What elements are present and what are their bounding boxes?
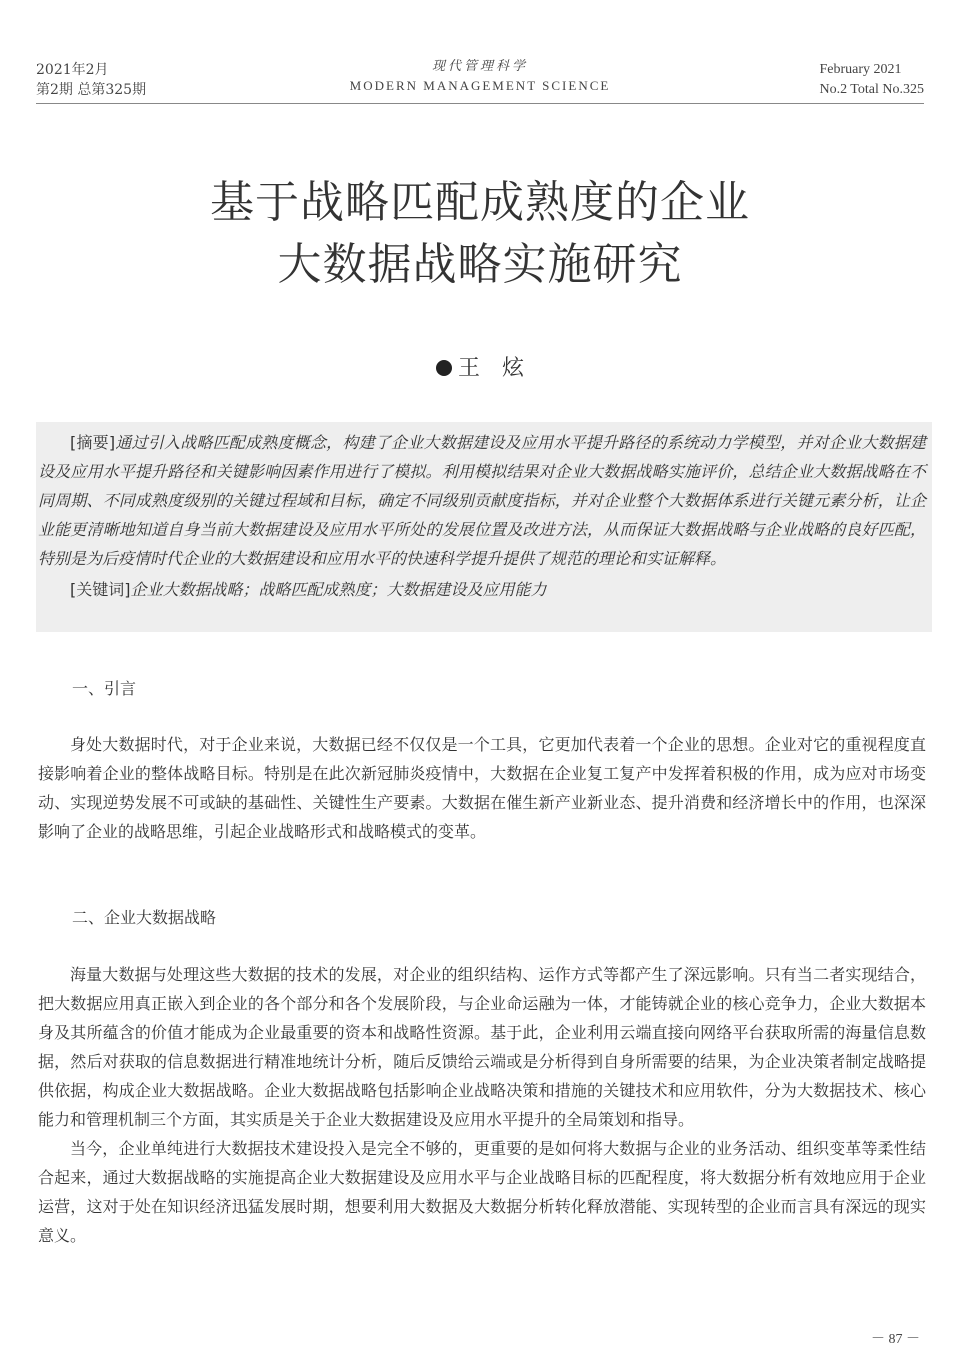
- header-date-en: February 2021: [819, 62, 902, 77]
- abstract-paragraph: [38, 428, 926, 573]
- header-issue-en: [819, 60, 924, 100]
- author-line: [0, 351, 960, 382]
- section-heading-big-data-strategy: 二、企业大数据战略: [72, 908, 217, 927]
- header-divider: [36, 103, 924, 104]
- body-paragraph: 当今，企业单纯进行大数据技术建设投入是完全不够的，更重要的是如何将大数据与企业的业务活动、组织变革等柔性结合起来，通过大数据战略的实施提高企业大数据建设及应用水平与企业战略目标的匹配程度，将大数据分析有效地应用于企业运营，这对于处在知识经济迅猛发展时期，想要利用大数据及大数据分析转化释放潜能、实现转型的企业而言具有深远的现实意义。: [38, 1139, 926, 1245]
- article-title-line1: 基于战略匹配成熟度的企业: [210, 177, 750, 228]
- journal-name-en: MODERN MANAGEMENT SCIENCE: [349, 78, 611, 93]
- header-issue-number-cn: 第2期 总第325期: [36, 82, 147, 98]
- section-body-big-data-strategy: [38, 960, 926, 1250]
- article-title: [0, 172, 960, 296]
- keywords-label: [关键词]: [70, 580, 131, 599]
- abstract-label: [摘要]: [70, 433, 116, 452]
- body-paragraph: 海量大数据与处理这些大数据的技术的发展，对企业的组织结构、运作方式等都产生了深远影响。只有当二者实现结合，把大数据应用真正嵌入到企业的各个部分和各个发展阶段，与企业命运融为一体，才能铸就企业的核心竞争力，企业大数据本身及其所蕴含的价值才能成为企业最重要的资本和战略性资源。基于此，企业利用云端直接向网络平台获取所需的海量信息数据，然后对获取的信息数据进行精准地统计分析，随后反馈给云端或是分析得到自身所需要的结果，为企业决策者制定战略提供依据，构成企业大数据战略。企业大数据战略包括影响企业战略决策和措施的关键技术和应用软件，分为大数据技术、核心能力和管理机制三个方面，其实质是关于企业大数据建设及应用水平提升的全局策划和指导。: [38, 965, 926, 1129]
- bullet-dot-icon: [436, 360, 452, 376]
- abstract-text: 通过引入战略匹配成熟度概念，构建了企业大数据建设及应用水平提升路径的系统动力学模型，并对企业大数据建设及应用水平提升路径和关键影响因素作用进行了模拟。利用模拟结果对企业大数据战略实施评价，总结企业大数据战略在不同周期、不同成熟度级别的关键过程域和目标，确定不同级别贡献度指标，并对企业整个大数据体系进行关键元素分析，让企业能更清晰地知道自身当前大数据建设及应用水平所处的发展位置及改进方法，从而保证大数据战略与企业战略的良好匹配，特别是为后疫情时代企业的大数据建设和应用水平的快速科学提升提供了规范的理论和实证解释。: [38, 433, 926, 568]
- page-number: － 87 －: [871, 1332, 920, 1347]
- section-heading-introduction: 一、引言: [72, 679, 137, 698]
- section-body-introduction: [38, 730, 926, 846]
- article-title-line2: 大数据战略实施研究: [277, 239, 683, 290]
- body-paragraph: 身处大数据时代，对于企业来说，大数据已经不仅仅是一个工具，它更加代表着一个企业的思想。企业对它的重视程度直接影响着企业的整体战略目标。特别是在此次新冠肺炎疫情中，大数据在企业复工复产中发挥着积极的作用，成为应对市场变动、实现逆势发展不可或缺的基础性、关键性生产要素。大数据在催生新产业新业态、提升消费和经济增长中的作用，也深深影响了企业的战略思维，引起企业战略形式和战略模式的变革。: [38, 735, 926, 841]
- author-name: 王 炫: [457, 356, 524, 381]
- keywords-text: 企业大数据战略；战略匹配成熟度；大数据建设及应用能力: [130, 580, 547, 599]
- header-issue-number-en: No.2 Total No.325: [819, 82, 924, 97]
- header-date-cn: 2021年2月: [36, 62, 109, 78]
- journal-masthead: [300, 58, 660, 96]
- journal-name-cn: 现代管理科学: [431, 59, 528, 74]
- abstract-block: [38, 428, 926, 604]
- header-issue-cn: [36, 60, 146, 100]
- keywords-paragraph: [38, 575, 926, 604]
